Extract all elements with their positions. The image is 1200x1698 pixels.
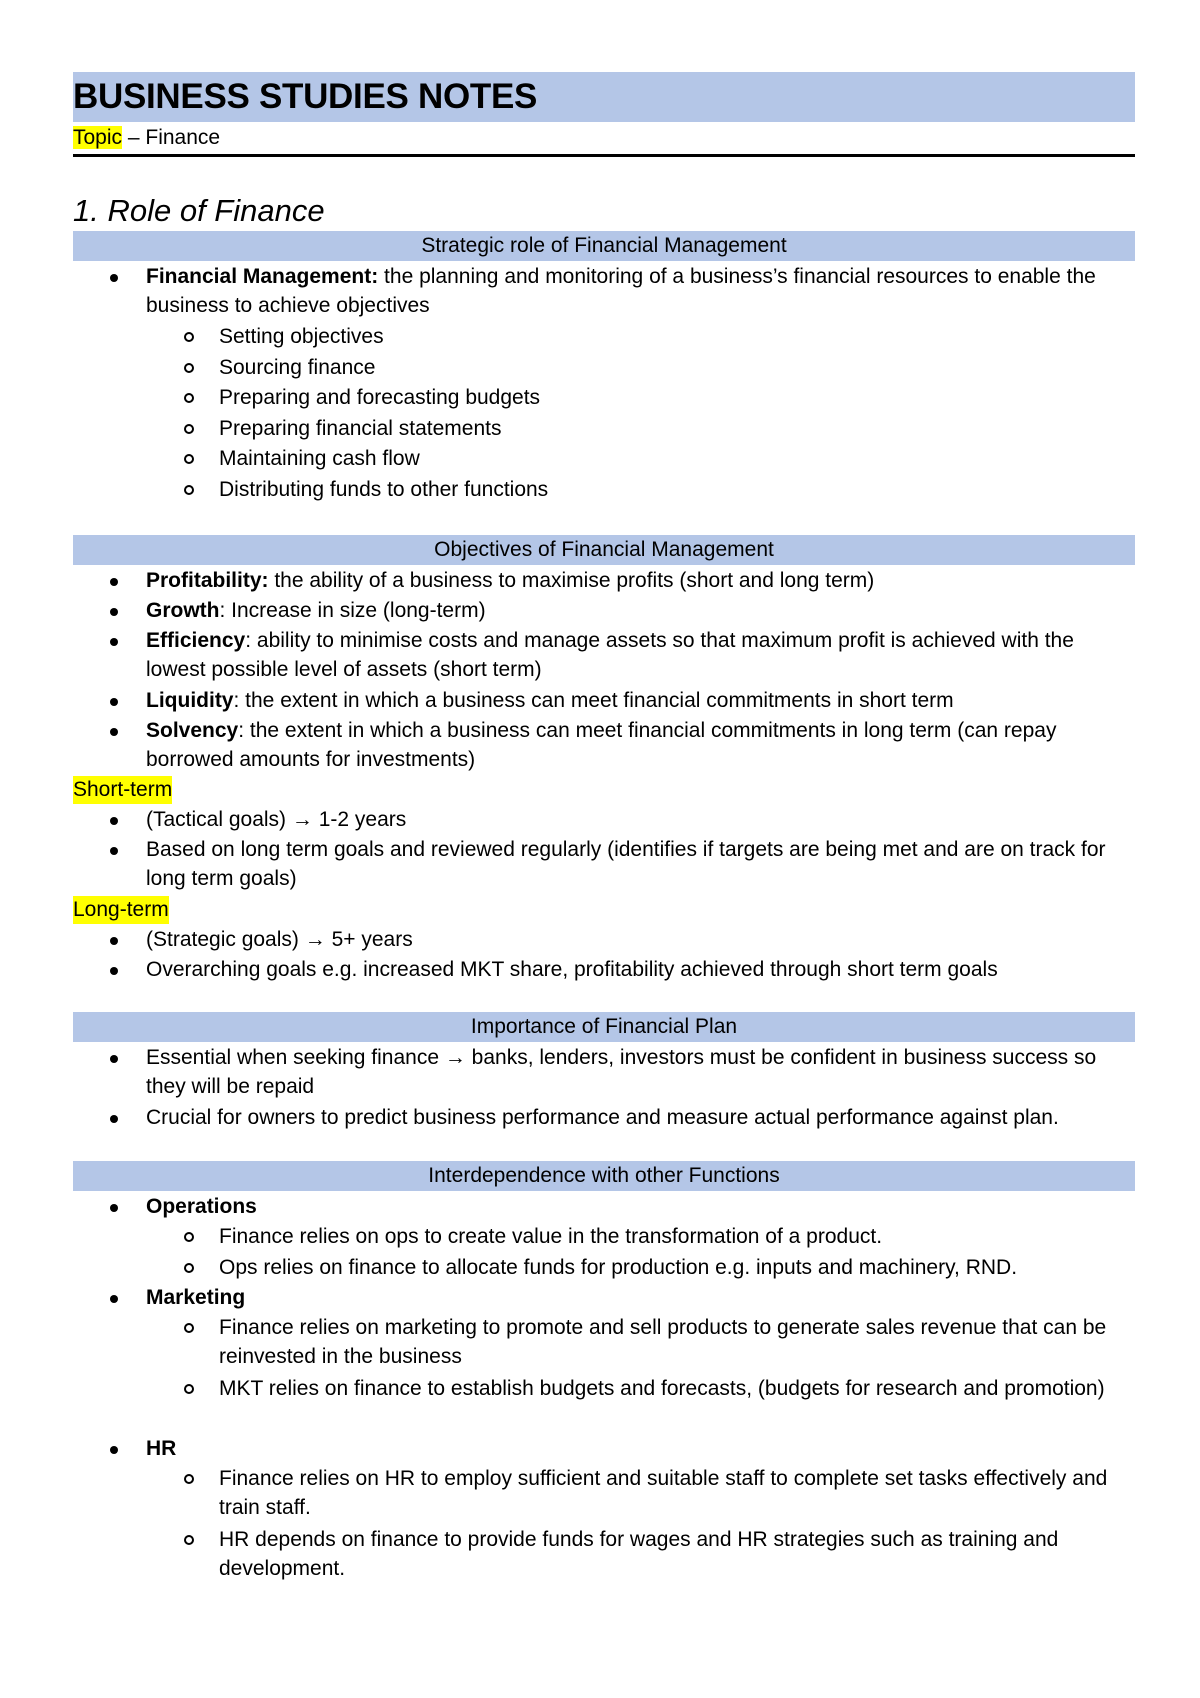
- list-item: Operations: [73, 1192, 1135, 1221]
- circle-bullet-icon: [184, 1232, 194, 1242]
- sub-list-item: Preparing financial statements: [73, 414, 1135, 443]
- circle-bullet-icon: [184, 424, 194, 434]
- list-item: Overarching goals e.g. increased MKT share, profitability achieved through short term goals: [73, 955, 1135, 984]
- document-title: BUSINESS STUDIES NOTES: [73, 77, 538, 116]
- bullet-icon: [110, 728, 118, 736]
- circle-bullet-icon: [184, 393, 194, 403]
- list-item: Efficiency: ability to minimise costs and manage assets so that maximum profit is achieved with the lowest possible level of assets (short term): [73, 626, 1135, 684]
- list-item: Solvency: the extent in which a business can meet financial commitments in long term (can repay borrowed amounts for investments): [73, 716, 1135, 774]
- list-item: Marketing: [73, 1283, 1135, 1312]
- bullet-icon: [110, 1446, 118, 1454]
- sub-list-item: MKT relies on finance to establish budgets and forecasts, (budgets for research and promotion): [73, 1374, 1135, 1403]
- circle-bullet-icon: [184, 1474, 194, 1484]
- circle-bullet-icon: [184, 1263, 194, 1273]
- definition: the planning and monitoring of a business’s financial resources to enable the business to achieve objectives: [146, 265, 1096, 317]
- sub-list-item: Finance relies on marketing to promote and sell products to generate sales revenue that can be reinvested in the business: [73, 1313, 1135, 1371]
- bullet-icon: [110, 638, 118, 646]
- circle-bullet-icon: [184, 1384, 194, 1394]
- bullet-icon: [110, 937, 118, 945]
- sub-list-item: HR depends on finance to provide funds for wages and HR strategies such as training and development.: [73, 1525, 1135, 1583]
- circle-bullet-icon: [184, 363, 194, 373]
- long-term-label: Long-term: [73, 896, 169, 924]
- bullet-icon: [110, 1055, 118, 1063]
- bullet-icon: [110, 698, 118, 706]
- sub-list-item: Maintaining cash flow: [73, 444, 1135, 473]
- circle-bullet-icon: [184, 454, 194, 464]
- list-item: Profitability: the ability of a business to maximise profits (short and long term): [73, 566, 1135, 595]
- importance-heading: Importance of Financial Plan: [73, 1012, 1135, 1042]
- interdependence-heading: Interdependence with other Functions: [73, 1161, 1135, 1191]
- header-divider: [73, 154, 1135, 157]
- strategic-heading: Strategic role of Financial Management: [73, 231, 1135, 261]
- list-item: Based on long term goals and reviewed regularly (identifies if targets are being met and are on track for long term goals): [73, 835, 1135, 893]
- objectives-heading: Objectives of Financial Management: [73, 535, 1135, 565]
- sub-list-item: Distributing funds to other functions: [73, 475, 1135, 504]
- section-heading: 1. Role of Finance: [73, 193, 325, 228]
- circle-bullet-icon: [184, 485, 194, 495]
- bullet-icon: [110, 967, 118, 975]
- list-item: HR: [73, 1434, 1135, 1463]
- short-term-label: Short-term: [73, 776, 172, 804]
- circle-bullet-icon: [184, 332, 194, 342]
- sub-list-item: Setting objectives: [73, 322, 1135, 351]
- circle-bullet-icon: [184, 1535, 194, 1545]
- list-item: (Strategic goals) → 5+ years: [73, 925, 1135, 954]
- bullet-icon: [110, 817, 118, 825]
- bullet-icon: [110, 578, 118, 586]
- bullet-icon: [110, 1204, 118, 1212]
- bullet-icon: [110, 1115, 118, 1123]
- circle-bullet-icon: [184, 1323, 194, 1333]
- list-item: Liquidity: the extent in which a business can meet financial commitments in short term: [73, 686, 1135, 715]
- sub-list-item: Ops relies on finance to allocate funds for production e.g. inputs and machinery, RND.: [73, 1253, 1135, 1282]
- topic-label: Topic: [73, 126, 123, 149]
- topic-value: – Finance: [122, 126, 221, 149]
- list-item: (Tactical goals) → 1-2 years: [73, 805, 1135, 834]
- sub-list-item: Finance relies on HR to employ sufficient and suitable staff to complete set tasks effectively and train staff.: [73, 1464, 1135, 1522]
- topic-line: [73, 124, 220, 152]
- bullet-icon: [110, 1295, 118, 1303]
- bullet-icon: [110, 608, 118, 616]
- sub-list-item: Sourcing finance: [73, 353, 1135, 382]
- sub-list-item: Preparing and forecasting budgets: [73, 383, 1135, 412]
- term: Financial Management:: [146, 265, 379, 288]
- list-item: Crucial for owners to predict business performance and measure actual performance against plan.: [73, 1103, 1135, 1132]
- bullet-icon: [110, 847, 118, 855]
- list-item: Essential when seeking finance → banks, lenders, investors must be confident in business success so they will be repaid: [73, 1043, 1135, 1101]
- bullet-icon: [110, 274, 118, 282]
- list-item: Growth: Increase in size (long-term): [73, 596, 1135, 625]
- list-item: [73, 262, 1135, 320]
- sub-list-item: Finance relies on ops to create value in the transformation of a product.: [73, 1222, 1135, 1251]
